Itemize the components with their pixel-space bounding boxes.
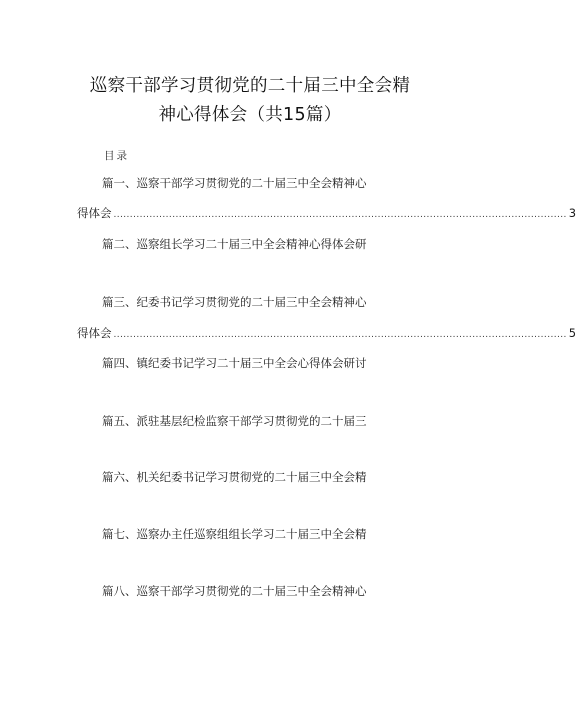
toc-entry-4-title[interactable]: 篇四、镇纪委书记学习二十届三中全会心得体会研讨 bbox=[102, 356, 367, 370]
toc-entry-8-title[interactable]: 篇八、巡察干部学习贯彻党的二十届三中全会精神心 bbox=[102, 584, 367, 598]
toc-entry-1-page-number: 3 bbox=[568, 206, 576, 220]
toc-entry-3-continuation[interactable] bbox=[77, 325, 576, 341]
toc-entry-7-title[interactable]: 篇七、巡察办主任巡察组组长学习二十届三中全会精 bbox=[102, 527, 367, 541]
document-title-line-1: 巡察干部学习贯彻党的二十届三中全会精 bbox=[89, 76, 411, 96]
toc-entry-2-title[interactable]: 篇二、巡察组长学习二十届三中全会精神心得体会研 bbox=[102, 237, 367, 251]
toc-entry-3-title[interactable]: 篇三、纪委书记学习贯彻党的二十届三中全会精神心 bbox=[102, 295, 367, 309]
toc-heading: 目录 bbox=[104, 150, 129, 162]
toc-entry-1-continuation[interactable] bbox=[77, 205, 576, 221]
toc-entry-6-title[interactable]: 篇六、机关纪委书记学习贯彻党的二十届三中全会精 bbox=[102, 470, 367, 484]
toc-entry-5-title[interactable]: 篇五、派驻基层纪检监察干部学习贯彻党的二十届三 bbox=[102, 414, 367, 428]
toc-entry-1-title[interactable]: 篇一、巡察干部学习贯彻党的二十届三中全会精神心 bbox=[102, 176, 367, 190]
toc-entry-3-page-number: 5 bbox=[568, 326, 576, 340]
dot-leader: ........................................................................................................................................... bbox=[113, 330, 567, 340]
document-title-line-2: 神心得体会（共15篇） bbox=[158, 105, 342, 125]
toc-entry-1-title-end: 得体会 bbox=[77, 206, 112, 220]
toc-entry-3-title-end: 得体会 bbox=[77, 326, 112, 340]
dot-leader: ........................................................................................................................................... bbox=[113, 210, 567, 220]
